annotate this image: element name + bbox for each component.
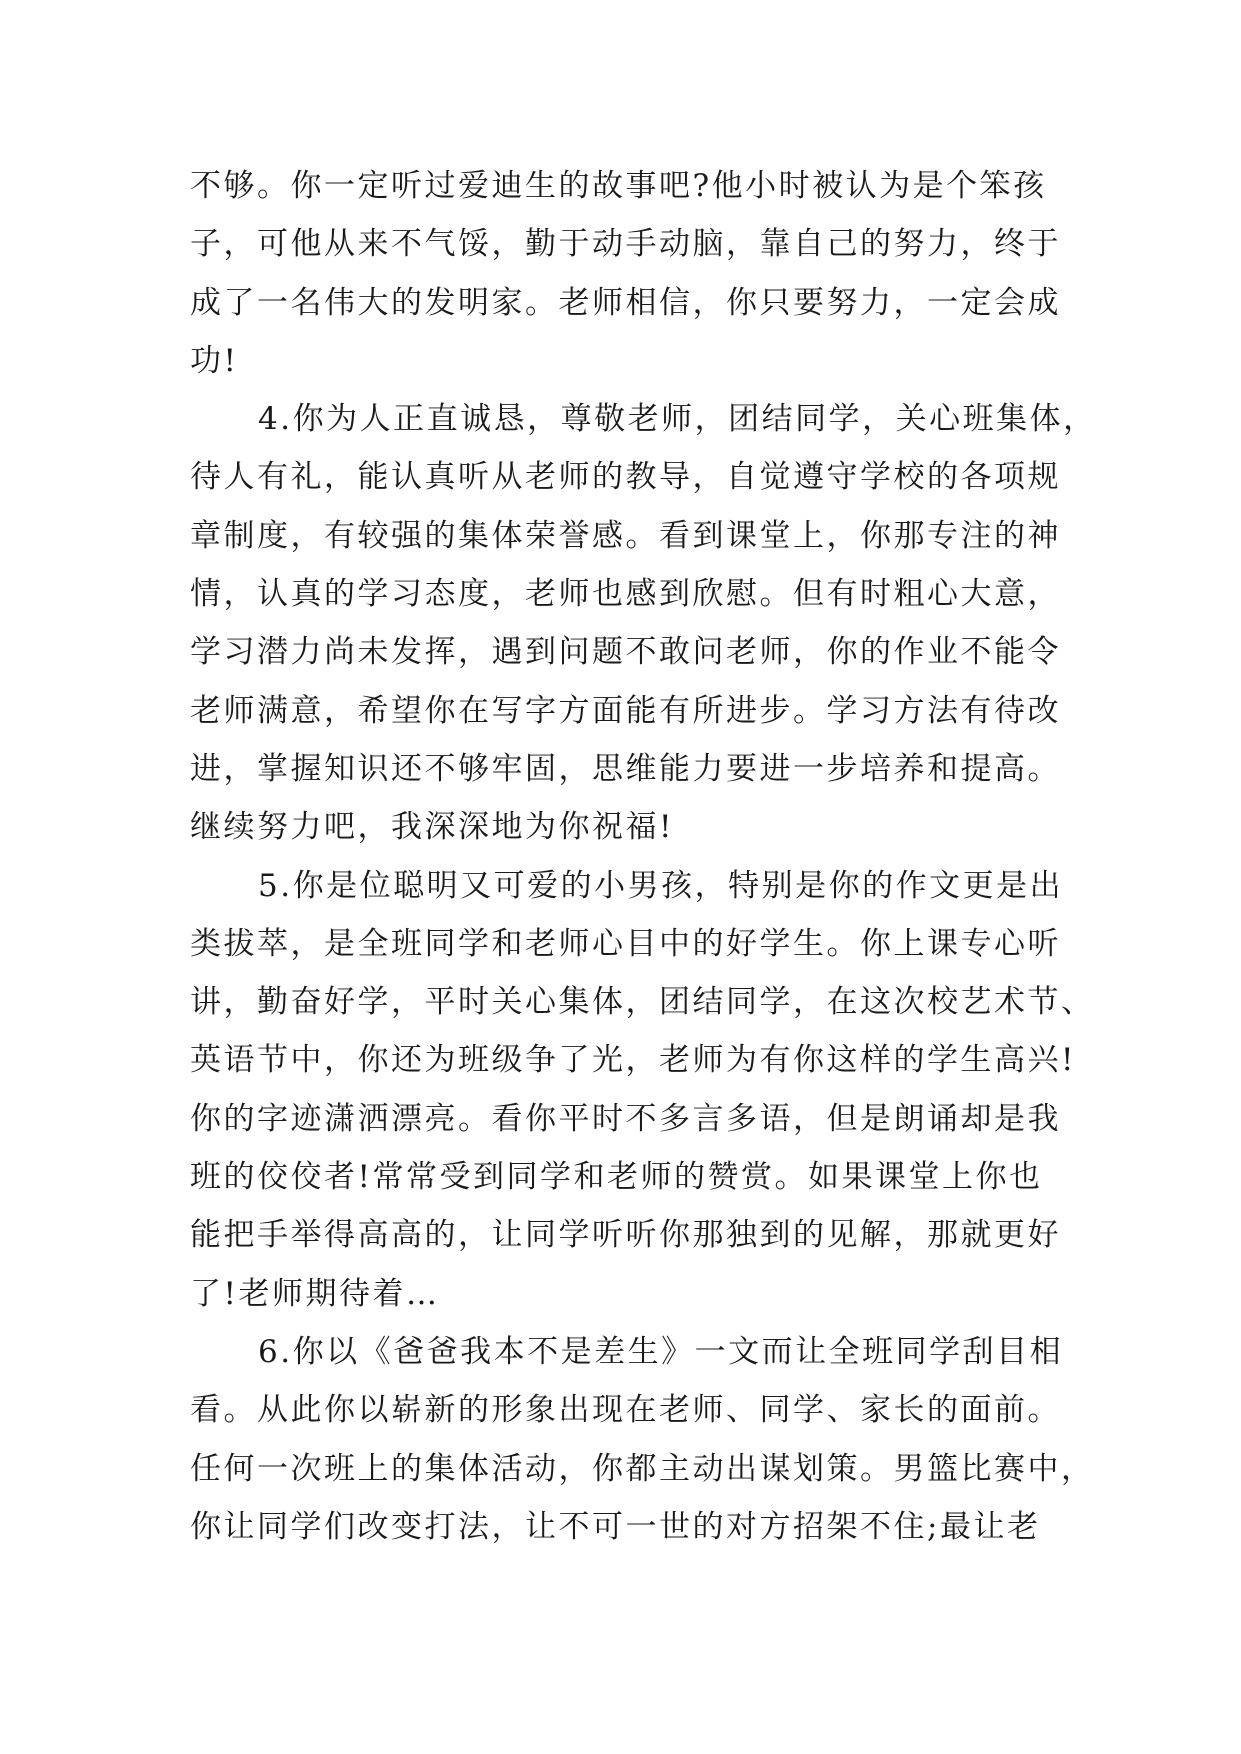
text-line: 待人有礼，能认真听从老师的教导，自觉遵守学校的各项规 xyxy=(190,459,1061,496)
text-line: 情，认真的学习态度，老师也感到欣慰。但有时粗心大意， xyxy=(190,576,1061,613)
text-line: 班的佼佼者!常常受到同学和老师的赞赏。如果课堂上你也 xyxy=(190,1159,1043,1196)
paragraph-start-line: 5.你是位聪明又可爱的小男孩，特别是你的作文更是出 xyxy=(258,867,1064,904)
text-line: 了!老师期待着… xyxy=(190,1275,440,1312)
text-line: 进，掌握知识还不够牢固，思维能力要进一步培养和提高。 xyxy=(190,750,1061,787)
paragraph-start-line: 4.你为人正直诚恳，尊敬老师，团结同学，关心班集体， xyxy=(258,401,1097,438)
text-line: 子，可他从来不气馁，勤于动手动脑，靠自己的努力，终于 xyxy=(190,226,1061,263)
text-line: 学习潜力尚未发挥，遇到问题不敢问老师，你的作业不能令 xyxy=(190,634,1061,671)
text-line: 章制度，有较强的集体荣誉感。看到课堂上，你那专注的神 xyxy=(190,517,1061,554)
text-line: 你的字迹潇洒漂亮。看你平时不多言多语，但是朗诵却是我 xyxy=(190,1100,1061,1137)
text-line: 不够。你一定听过爱迪生的故事吧?他小时被认为是个笨孩 xyxy=(190,168,1047,204)
text-line: 讲，勤奋好学，平时关心集体，团结同学，在这次校艺术节、 xyxy=(190,984,1095,1021)
text-line: 能把手举得高高的，让同学听听你那独到的见解，那就更好 xyxy=(190,1217,1061,1254)
text-line: 继续努力吧，我深深地为你祝福! xyxy=(190,809,674,846)
text-line: 类拔萃，是全班同学和老师心目中的好学生。你上课专心听 xyxy=(190,925,1061,962)
text-line: 看。从此你以崭新的形象出现在老师、同学、家长的面前。 xyxy=(190,1392,1061,1429)
text-line: 任何一次班上的集体活动，你都主动出谋划策。男篮比赛中， xyxy=(190,1450,1095,1487)
text-line: 成了一名伟大的发明家。老师相信，你只要努力，一定会成 xyxy=(190,284,1061,321)
paragraph-start-line: 6.你以《爸爸我本不是差生》一文而让全班同学刮目相 xyxy=(258,1333,1064,1370)
text-line: 功! xyxy=(190,342,239,379)
text-line: 老师满意，希望你在写字方面能有所进步。学习方法有待改 xyxy=(190,692,1061,729)
text-line: 英语节中，你还为班级争了光，老师为有你这样的学生高兴! xyxy=(190,1042,1076,1079)
text-line: 你让同学们改变打法，让不可一世的对方招架不住;最让老 xyxy=(190,1508,1041,1545)
document-body xyxy=(190,157,1097,1556)
